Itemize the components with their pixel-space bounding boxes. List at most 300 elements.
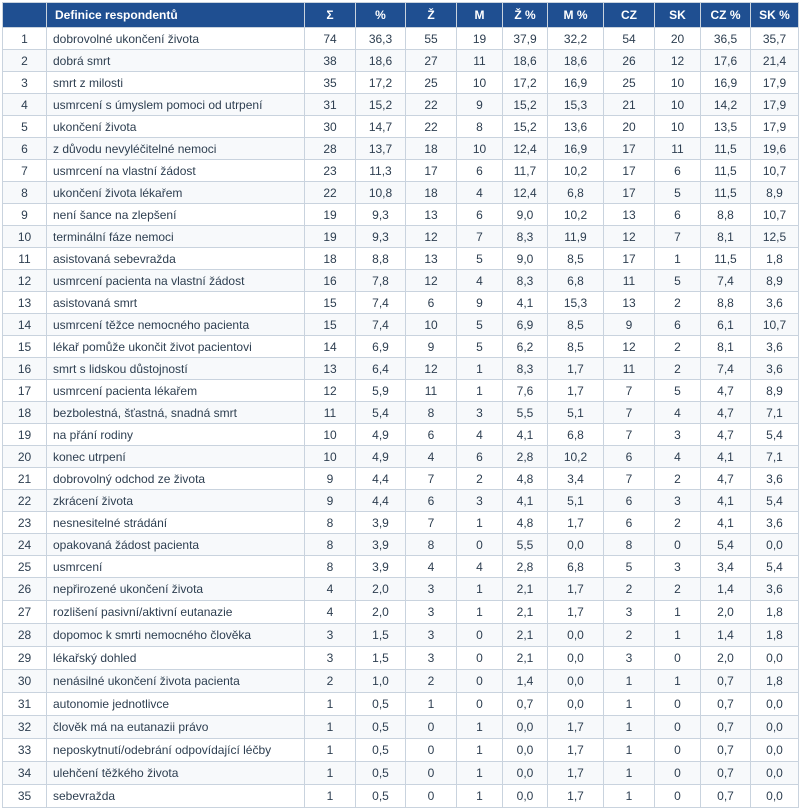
table-row [3,336,799,358]
cell-men-percent: 18,6 [548,50,604,72]
cell-cz-percent: 4,7 [701,468,751,490]
cell-cz-percent: 11,5 [701,182,751,204]
respondent-definitions-table [2,2,799,808]
cell-sk: 0 [655,534,701,556]
cell-sk-percent: 5,4 [751,490,799,512]
cell-sk: 0 [655,647,701,670]
cell-percent: 3,9 [356,512,406,534]
cell-sk: 4 [655,446,701,468]
cell-women: 18 [406,138,457,160]
cell-men-percent: 3,4 [548,468,604,490]
cell-sk: 0 [655,693,701,716]
cell-women-percent: 4,8 [503,468,548,490]
cell-percent: 15,2 [356,94,406,116]
cell-cz-percent: 17,6 [701,50,751,72]
cell-cz: 1 [604,693,655,716]
cell-definition: smrt z milosti [47,72,305,94]
cell-total: 11 [305,402,356,424]
cell-cz-percent: 4,1 [701,446,751,468]
cell-men-percent: 13,6 [548,116,604,138]
cell-definition: usmrcení na vlastní žádost [47,160,305,182]
cell-men: 6 [457,160,503,182]
cell-men-percent: 10,2 [548,446,604,468]
cell-men-percent: 0,0 [548,670,604,693]
cell-men: 1 [457,380,503,402]
cell-women: 0 [406,739,457,762]
cell-women: 11 [406,380,457,402]
cell-definition: rozlišení pasivní/aktivní eutanazie [47,601,305,624]
cell-men: 1 [457,716,503,739]
cell-sk-percent: 5,4 [751,424,799,446]
table-row [3,50,799,72]
cell-cz: 11 [604,270,655,292]
cell-percent: 0,5 [356,693,406,716]
cell-women: 8 [406,534,457,556]
cell-sk: 10 [655,116,701,138]
cell-women-percent: 2,1 [503,624,548,647]
cell-men-percent: 11,9 [548,226,604,248]
cell-total: 4 [305,578,356,601]
cell-definition: nesnesitelné strádání [47,512,305,534]
cell-cz: 6 [604,512,655,534]
cell-sk-percent: 17,9 [751,72,799,94]
cell-sk-percent: 0,0 [751,647,799,670]
table-row [3,601,799,624]
cell-percent: 14,7 [356,116,406,138]
cell-sk-percent: 0,0 [751,693,799,716]
cell-definition: asistovaná sebevražda [47,248,305,270]
cell-sk: 2 [655,468,701,490]
cell-men-percent: 6,8 [548,424,604,446]
cell-total: 35 [305,72,356,94]
cell-women-percent: 6,2 [503,336,548,358]
cell-number: 21 [3,468,47,490]
cell-men: 1 [457,358,503,380]
cell-definition: není šance na zlepšení [47,204,305,226]
table-row [3,716,799,739]
cell-percent: 8,8 [356,248,406,270]
cell-cz-percent: 0,7 [701,762,751,785]
cell-men-percent: 0,0 [548,624,604,647]
cell-sk-percent: 3,6 [751,512,799,534]
cell-percent: 9,3 [356,226,406,248]
cell-women: 2 [406,670,457,693]
cell-women-percent: 9,0 [503,248,548,270]
cell-definition: usmrcení s úmyslem pomoci od utrpení [47,94,305,116]
cell-men-percent: 0,0 [548,693,604,716]
cell-cz-percent: 8,8 [701,204,751,226]
cell-percent: 7,4 [356,292,406,314]
cell-women: 3 [406,647,457,670]
cell-definition: na přání rodiny [47,424,305,446]
table-body [3,28,799,808]
table-row [3,556,799,578]
cell-definition: dobrovolný odchod ze života [47,468,305,490]
header-women: Ž [406,3,457,28]
cell-women: 0 [406,762,457,785]
cell-number: 33 [3,739,47,762]
cell-total: 15 [305,314,356,336]
cell-cz-percent: 36,5 [701,28,751,50]
table-row [3,490,799,512]
cell-number: 34 [3,762,47,785]
cell-definition: ulehčení těžkého života [47,762,305,785]
cell-total: 8 [305,512,356,534]
cell-percent: 9,3 [356,204,406,226]
cell-total: 12 [305,380,356,402]
header-cz-percent: CZ % [701,3,751,28]
cell-women: 18 [406,182,457,204]
header-total: Σ [305,3,356,28]
cell-women: 3 [406,578,457,601]
cell-cz-percent: 8,8 [701,292,751,314]
cell-total: 30 [305,116,356,138]
cell-sk: 11 [655,138,701,160]
cell-number: 23 [3,512,47,534]
cell-men: 1 [457,739,503,762]
cell-cz-percent: 0,7 [701,785,751,808]
cell-number: 10 [3,226,47,248]
table-row [3,292,799,314]
cell-women-percent: 9,0 [503,204,548,226]
cell-women-percent: 4,8 [503,512,548,534]
table-row [3,785,799,808]
cell-total: 28 [305,138,356,160]
cell-percent: 1,5 [356,624,406,647]
table-row [3,512,799,534]
cell-sk: 4 [655,402,701,424]
cell-definition: asistovaná smrt [47,292,305,314]
cell-percent: 0,5 [356,739,406,762]
cell-sk: 5 [655,270,701,292]
cell-number: 6 [3,138,47,160]
cell-men: 5 [457,314,503,336]
cell-women-percent: 1,4 [503,670,548,693]
cell-percent: 18,6 [356,50,406,72]
cell-sk-percent: 10,7 [751,160,799,182]
cell-sk-percent: 3,6 [751,336,799,358]
cell-sk-percent: 35,7 [751,28,799,50]
cell-sk: 1 [655,670,701,693]
cell-women-percent: 4,1 [503,292,548,314]
header-men: M [457,3,503,28]
header-men-percent: M % [548,3,604,28]
cell-women-percent: 18,6 [503,50,548,72]
cell-definition: terminální fáze nemoci [47,226,305,248]
cell-number: 17 [3,380,47,402]
cell-men: 6 [457,446,503,468]
table-row [3,424,799,446]
cell-number: 1 [3,28,47,50]
cell-definition: bezbolestná, šťastná, snadná smrt [47,402,305,424]
cell-women-percent: 11,7 [503,160,548,182]
cell-definition: ukončení života lékařem [47,182,305,204]
cell-cz-percent: 1,4 [701,624,751,647]
cell-cz-percent: 5,4 [701,534,751,556]
cell-percent: 3,9 [356,534,406,556]
cell-cz: 12 [604,226,655,248]
cell-women: 8 [406,402,457,424]
cell-percent: 0,5 [356,762,406,785]
cell-cz: 17 [604,138,655,160]
cell-women-percent: 15,2 [503,94,548,116]
cell-sk-percent: 12,5 [751,226,799,248]
cell-men: 3 [457,402,503,424]
cell-men: 4 [457,424,503,446]
cell-total: 16 [305,270,356,292]
cell-definition: opakovaná žádost pacienta [47,534,305,556]
cell-percent: 3,9 [356,556,406,578]
cell-cz: 1 [604,785,655,808]
cell-percent: 4,4 [356,468,406,490]
cell-number: 15 [3,336,47,358]
cell-women: 6 [406,424,457,446]
table-row [3,693,799,716]
cell-total: 31 [305,94,356,116]
table-row [3,624,799,647]
cell-sk: 1 [655,624,701,647]
cell-sk: 2 [655,336,701,358]
cell-cz: 6 [604,490,655,512]
table-row [3,380,799,402]
cell-cz-percent: 16,9 [701,72,751,94]
cell-women-percent: 8,3 [503,270,548,292]
cell-cz-percent: 4,7 [701,402,751,424]
cell-women: 3 [406,601,457,624]
cell-women-percent: 8,3 [503,358,548,380]
cell-women: 7 [406,468,457,490]
cell-women-percent: 0,0 [503,762,548,785]
cell-men: 0 [457,624,503,647]
cell-women-percent: 0,0 [503,785,548,808]
cell-women: 0 [406,785,457,808]
cell-number: 11 [3,248,47,270]
cell-sk-percent: 0,0 [751,534,799,556]
cell-number: 29 [3,647,47,670]
cell-women-percent: 12,4 [503,138,548,160]
cell-cz: 2 [604,624,655,647]
cell-cz-percent: 4,1 [701,490,751,512]
cell-cz: 54 [604,28,655,50]
cell-percent: 1,5 [356,647,406,670]
cell-definition: dobrovolné ukončení života [47,28,305,50]
cell-number: 5 [3,116,47,138]
cell-women: 9 [406,336,457,358]
cell-total: 1 [305,716,356,739]
cell-women-percent: 6,9 [503,314,548,336]
cell-cz: 26 [604,50,655,72]
cell-men: 1 [457,578,503,601]
cell-cz-percent: 6,1 [701,314,751,336]
cell-sk-percent: 3,6 [751,468,799,490]
cell-women-percent: 4,1 [503,424,548,446]
cell-sk: 0 [655,739,701,762]
cell-cz: 7 [604,424,655,446]
header-women-percent: Ž % [503,3,548,28]
cell-number: 27 [3,601,47,624]
cell-cz: 7 [604,402,655,424]
cell-percent: 6,9 [356,336,406,358]
cell-cz: 7 [604,468,655,490]
cell-men: 6 [457,204,503,226]
cell-total: 38 [305,50,356,72]
cell-number: 28 [3,624,47,647]
table-header-row [3,3,799,28]
cell-men-percent: 6,8 [548,182,604,204]
cell-sk: 3 [655,490,701,512]
cell-total: 1 [305,762,356,785]
cell-cz: 7 [604,380,655,402]
cell-sk: 0 [655,785,701,808]
cell-men-percent: 6,8 [548,556,604,578]
cell-number: 25 [3,556,47,578]
cell-sk-percent: 8,9 [751,380,799,402]
cell-women-percent: 4,1 [503,490,548,512]
cell-cz-percent: 0,7 [701,716,751,739]
cell-cz-percent: 2,0 [701,647,751,670]
cell-total: 9 [305,490,356,512]
cell-men-percent: 16,9 [548,138,604,160]
cell-cz-percent: 7,4 [701,358,751,380]
cell-men-percent: 8,5 [548,248,604,270]
cell-total: 10 [305,446,356,468]
cell-cz-percent: 1,4 [701,578,751,601]
cell-sk-percent: 0,0 [751,716,799,739]
cell-women: 6 [406,490,457,512]
cell-sk-percent: 19,6 [751,138,799,160]
cell-definition: usmrcení pacienta na vlastní žádost [47,270,305,292]
cell-definition: ukončení života [47,116,305,138]
cell-cz-percent: 0,7 [701,693,751,716]
cell-men: 1 [457,762,503,785]
cell-women: 3 [406,624,457,647]
cell-men: 4 [457,556,503,578]
cell-sk: 3 [655,424,701,446]
cell-sk: 10 [655,72,701,94]
cell-number: 31 [3,693,47,716]
cell-cz-percent: 13,5 [701,116,751,138]
cell-men-percent: 10,2 [548,204,604,226]
cell-sk: 20 [655,28,701,50]
cell-cz: 1 [604,739,655,762]
cell-definition: z důvodu nevyléčitelné nemoci [47,138,305,160]
cell-women-percent: 2,1 [503,578,548,601]
cell-cz: 12 [604,336,655,358]
cell-men: 0 [457,693,503,716]
cell-total: 1 [305,693,356,716]
cell-sk: 7 [655,226,701,248]
cell-percent: 0,5 [356,716,406,739]
header-percent: % [356,3,406,28]
cell-women-percent: 5,5 [503,402,548,424]
cell-women: 12 [406,270,457,292]
cell-total: 3 [305,647,356,670]
cell-men-percent: 1,7 [548,380,604,402]
cell-men: 0 [457,670,503,693]
cell-sk: 6 [655,314,701,336]
cell-women: 10 [406,314,457,336]
cell-definition: sebevražda [47,785,305,808]
cell-sk-percent: 3,6 [751,578,799,601]
cell-total: 2 [305,670,356,693]
header-definition: Definice respondentů [47,3,305,28]
cell-sk: 0 [655,716,701,739]
cell-women: 6 [406,292,457,314]
cell-total: 14 [305,336,356,358]
cell-women-percent: 15,2 [503,116,548,138]
cell-total: 3 [305,624,356,647]
table-row [3,468,799,490]
cell-men: 3 [457,490,503,512]
cell-percent: 2,0 [356,601,406,624]
cell-men-percent: 5,1 [548,402,604,424]
cell-men-percent: 1,7 [548,785,604,808]
cell-women-percent: 0,0 [503,739,548,762]
cell-percent: 1,0 [356,670,406,693]
table-row [3,314,799,336]
cell-cz: 13 [604,292,655,314]
cell-sk: 12 [655,50,701,72]
cell-women: 4 [406,556,457,578]
cell-women: 12 [406,358,457,380]
cell-definition: člověk má na eutanazii právo [47,716,305,739]
cell-men-percent: 32,2 [548,28,604,50]
cell-women: 1 [406,693,457,716]
cell-sk-percent: 3,6 [751,292,799,314]
cell-percent: 0,5 [356,785,406,808]
cell-women: 55 [406,28,457,50]
cell-cz-percent: 0,7 [701,670,751,693]
cell-cz-percent: 4,1 [701,512,751,534]
cell-definition: nepřirozené ukončení života [47,578,305,601]
cell-cz: 8 [604,534,655,556]
cell-women-percent: 0,0 [503,716,548,739]
cell-men: 10 [457,138,503,160]
cell-men: 0 [457,647,503,670]
cell-men-percent: 1,7 [548,739,604,762]
cell-number: 9 [3,204,47,226]
cell-number: 14 [3,314,47,336]
cell-women: 22 [406,116,457,138]
cell-women: 13 [406,204,457,226]
cell-cz-percent: 4,7 [701,424,751,446]
cell-cz: 11 [604,358,655,380]
cell-percent: 5,4 [356,402,406,424]
cell-women-percent: 0,7 [503,693,548,716]
cell-women: 22 [406,94,457,116]
cell-definition: konec utrpení [47,446,305,468]
cell-percent: 6,4 [356,358,406,380]
cell-cz: 17 [604,248,655,270]
cell-men-percent: 1,7 [548,512,604,534]
cell-percent: 4,4 [356,490,406,512]
cell-cz: 25 [604,72,655,94]
cell-women: 4 [406,446,457,468]
cell-definition: autonomie jednotlivce [47,693,305,716]
cell-women: 0 [406,716,457,739]
cell-cz-percent: 11,5 [701,160,751,182]
cell-percent: 5,9 [356,380,406,402]
cell-sk-percent: 8,9 [751,182,799,204]
cell-sk: 6 [655,160,701,182]
cell-number: 24 [3,534,47,556]
cell-number: 26 [3,578,47,601]
cell-sk: 2 [655,512,701,534]
cell-sk-percent: 17,9 [751,116,799,138]
cell-men: 8 [457,116,503,138]
cell-sk-percent: 8,9 [751,270,799,292]
cell-percent: 4,9 [356,424,406,446]
